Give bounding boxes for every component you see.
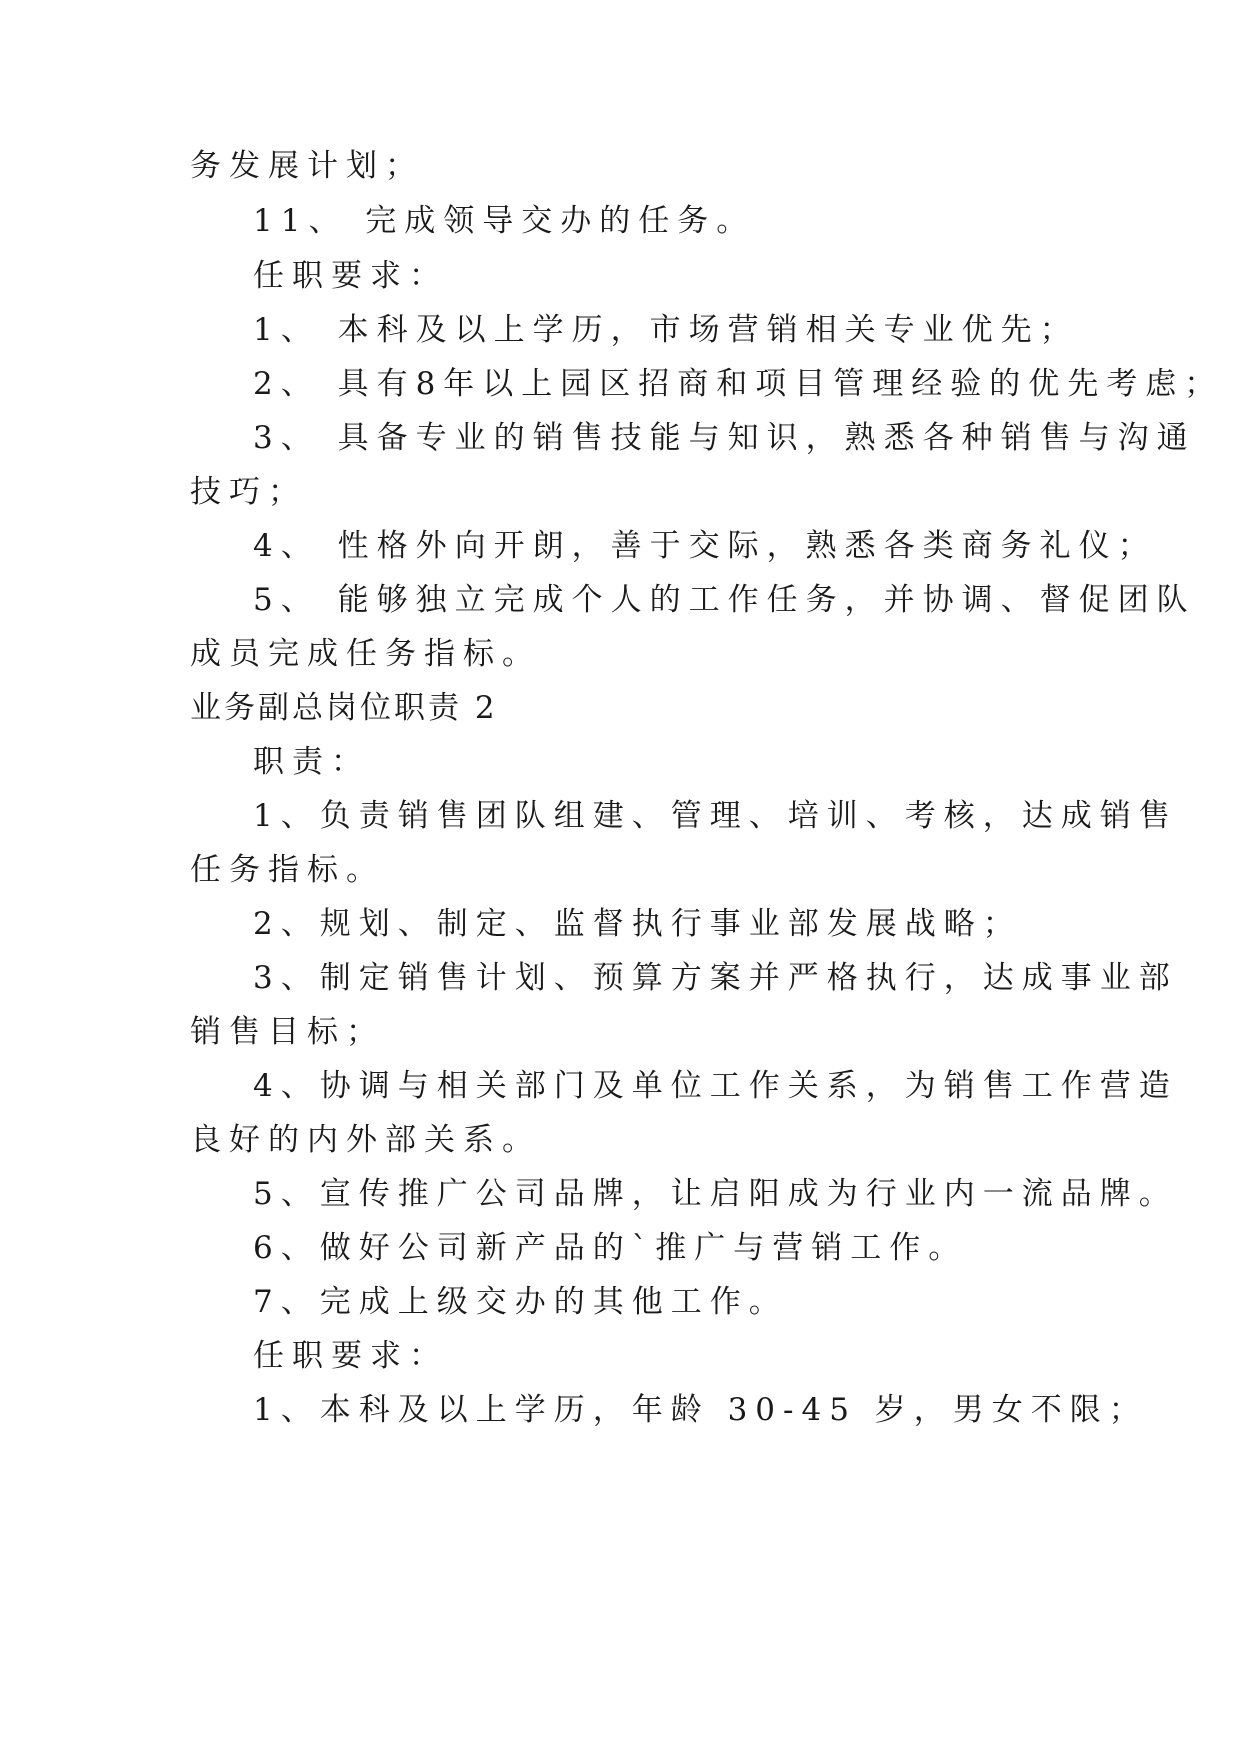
text-line-item: 1、本科及以上学历，年龄 30-45 岁，男女不限；	[253, 1392, 1148, 1428]
text-line-item: 11、 完成领导交办的任务。	[253, 203, 756, 239]
text-line-item: 4、协调与相关部门及单位工作关系，为销售工作营造	[253, 1068, 1178, 1104]
text-line-continuation: 技巧；	[190, 474, 307, 510]
text-line-item: 4、 性格外向开朗，善于交际，熟悉各类商务礼仪；	[253, 528, 1157, 564]
text-line-continuation: 成员完成任务指标。	[190, 636, 541, 672]
section-heading-requirements: 任职要求：	[253, 258, 448, 294]
text-line-continuation: 任务指标。	[190, 852, 385, 888]
text-line-item: 3、 具备专业的销售技能与知识，熟悉各种销售与沟通	[253, 420, 1196, 456]
text-line-item: 1、 本科及以上学历，市场营销相关专业优先；	[253, 312, 1079, 348]
text-line-continuation: 良好的内外部关系。	[190, 1122, 541, 1158]
text-line-continuation: 销售目标；	[190, 1014, 385, 1050]
section-heading-requirements: 任职要求：	[253, 1338, 448, 1374]
text-line-item: 1、负责销售团队组建、管理、培训、考核，达成销售	[253, 798, 1178, 834]
section-heading-duties: 职责：	[253, 744, 370, 780]
text-line-item: 2、 具有8年以上园区招商和项目管理经验的优先考虑；	[253, 366, 1224, 402]
text-line-item: 5、宣传推广公司品牌，让启阳成为行业内一流品牌。	[253, 1176, 1178, 1212]
text-line-item: 3、制定销售计划、预算方案并严格执行，达成事业部	[253, 960, 1178, 996]
text-line-continuation: 务发展计划；	[190, 148, 424, 184]
text-line-item: 5、 能够独立完成个人的工作任务，并协调、督促团队	[253, 582, 1196, 618]
text-line-item: 6、做好公司新产品的`推广与营销工作。	[253, 1230, 968, 1266]
section-title: 业务副总岗位职责 2	[190, 690, 498, 726]
text-line-item: 7、完成上级交办的其他工作。	[253, 1284, 788, 1320]
text-line-item: 2、规划、制定、监督执行事业部发展战略；	[253, 906, 1022, 942]
